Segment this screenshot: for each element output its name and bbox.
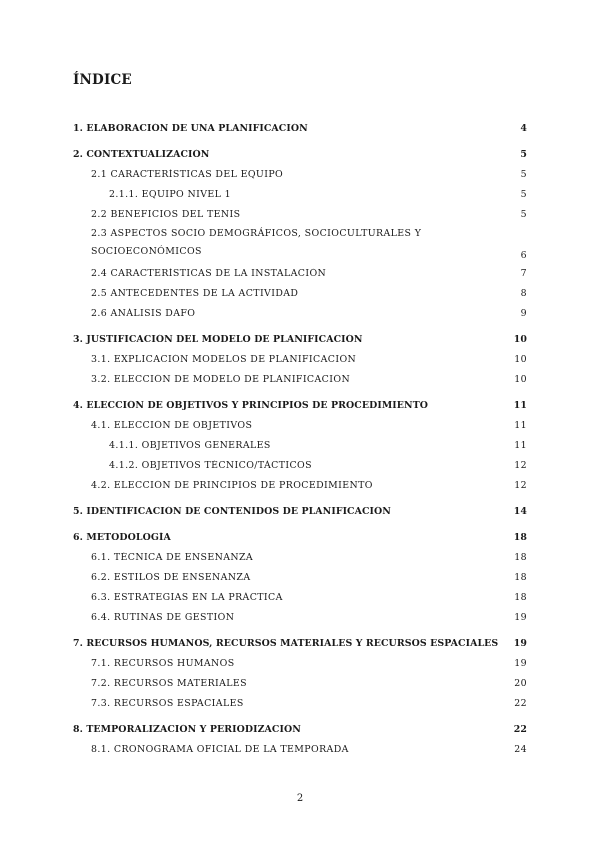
toc-subsection-entry[interactable] — [73, 184, 527, 204]
toc-entry-label: 7.1. RECURSOS HUMANOS — [91, 657, 235, 669]
toc-subsection-entry[interactable] — [73, 607, 527, 627]
toc-subsection-entry[interactable] — [73, 349, 527, 369]
toc-entry-label: 8.1. CRONOGRAMA OFICIAL DE LA TEMPORADA — [91, 743, 349, 755]
toc-entry-label: 1. ELABORACIÓN DE UNA PLANIFICACIÓN — [73, 122, 308, 134]
toc-entry-page-number: 11 — [513, 399, 527, 411]
toc-subsection-entry[interactable] — [73, 224, 527, 263]
toc-entry-label: 4.1. ELECCIÓN DE OBJETIVOS — [91, 419, 253, 431]
toc-entry-label: 2. CONTEXTUALIZACIÓN — [73, 148, 210, 160]
toc-entry-label: 7. RECURSOS HUMANOS, RECURSOS MATERIALES Y RECURSOS ESPACIALES — [73, 637, 499, 649]
toc-subsection-entry[interactable] — [73, 415, 527, 435]
toc-entry-label: 3. JUSTIFICACIÓN DEL MODELO DE PLANIFICACIÓN — [73, 333, 363, 345]
toc-entry-label: 4.2. ELECCIÓN DE PRINCIPIOS DE PROCEDIMIENTO — [91, 479, 373, 491]
toc-entry-page-number: 19 — [513, 637, 527, 649]
toc-entry-page-number: 8 — [520, 287, 527, 299]
toc-entry-label: 2.5 ANTECEDENTES DE LA ACTIVIDAD — [91, 287, 299, 299]
toc-section-entry[interactable] — [73, 527, 527, 547]
toc-subsection-entry[interactable] — [73, 567, 527, 587]
toc-entry-page-number: 19 — [514, 657, 527, 669]
toc-entry-label: 2.1 CARACTERÍSTICAS DEL EQUIPO — [91, 168, 284, 180]
toc-entry-label: 3.1. EXPLICACIÓN MODELOS DE PLANIFICACIÓN — [91, 353, 357, 365]
toc-entry-page-number: 18 — [514, 571, 527, 583]
toc-entry-page-number: 11 — [514, 439, 527, 451]
toc-entry-page-number: 22 — [513, 723, 527, 735]
toc-entry-label: 2.1.1. EQUIPO NIVEL 1 — [109, 188, 232, 200]
toc-entry-label: 6. METODOLOGÍA — [73, 531, 171, 543]
toc-entry-label: 2.6 ANÁLISIS DAFO — [91, 307, 196, 319]
toc-subsection-entry[interactable] — [73, 455, 527, 475]
toc-entry-page-number: 18 — [513, 531, 527, 543]
toc-entry-label: 6.2. ESTILOS DE ENSEÑANZA — [91, 571, 251, 583]
toc-entry-page-number: 9 — [520, 307, 527, 319]
toc-entry-label: 7.3. RECURSOS ESPACIALES — [91, 697, 244, 709]
toc-entry-page-number: 20 — [514, 677, 527, 689]
toc-subsection-entry[interactable] — [73, 204, 527, 224]
toc-section-entry[interactable] — [73, 118, 527, 138]
toc-entry-page-number: 18 — [514, 551, 527, 563]
toc-entry-label: 3.2. ELECCIÓN DE MODELO DE PLANIFICACIÓN — [91, 373, 351, 385]
toc-subsection-entry[interactable] — [73, 369, 527, 389]
toc-entry-page-number: 4 — [520, 122, 527, 134]
toc-entry-page-number: 12 — [514, 459, 527, 471]
toc-subsection-entry[interactable] — [73, 547, 527, 567]
toc-entry-page-number: 5 — [520, 168, 527, 180]
toc-subsection-entry[interactable] — [73, 283, 527, 303]
toc-subsection-entry[interactable] — [73, 475, 527, 495]
toc-entry-label: 2.4 CARACTERÍSTICAS DE LA INSTALACIÓN — [91, 267, 327, 279]
toc-subsection-entry[interactable] — [73, 673, 527, 693]
toc-entry-label: 6.4. RUTINAS DE GESTIÓN — [91, 611, 235, 623]
toc-entry-page-number: 10 — [514, 373, 527, 385]
toc-subsection-entry[interactable] — [73, 693, 527, 713]
toc-section-entry[interactable] — [73, 144, 527, 164]
toc-entry-label: 8. TEMPORALIZACIÓN Y PERIODIZACIÓN — [73, 723, 301, 735]
toc-subsection-entry[interactable] — [73, 739, 527, 759]
toc-entry-label: 4. ELECCIÓN DE OBJETIVOS Y PRINCIPIOS DE PROCEDIMIENTO — [73, 399, 429, 411]
toc-entry-page-number: 22 — [514, 697, 527, 709]
toc-entry-page-number: 7 — [520, 267, 527, 279]
toc-section-entry[interactable] — [73, 395, 527, 415]
toc-section-entry[interactable] — [73, 329, 527, 349]
toc-entry-label: 2.2 BENEFICIOS DEL TENIS — [91, 208, 241, 220]
toc-entry-page-number: 19 — [514, 611, 527, 623]
toc-subsection-entry[interactable] — [73, 164, 527, 184]
toc-entry-page-number: 5 — [520, 188, 527, 200]
toc-entry-page-number: 14 — [513, 505, 527, 517]
toc-entry-page-number: 11 — [514, 419, 527, 431]
toc-entry-label: 6.1. TÉCNICA DE ENSEÑANZA — [91, 551, 254, 563]
toc-subsection-entry[interactable] — [73, 303, 527, 323]
toc-entry-page-number: 10 — [514, 353, 527, 365]
toc-subsection-entry[interactable] — [73, 587, 527, 607]
toc-entry-page-number: 18 — [514, 591, 527, 603]
toc-subsection-entry[interactable] — [73, 653, 527, 673]
toc-entry-page-number: 10 — [513, 333, 527, 345]
toc-entry-label: 7.2. RECURSOS MATERIALES — [91, 677, 247, 689]
page-title: ÍNDICE — [73, 72, 132, 88]
page-number: 2 — [296, 793, 304, 804]
toc-entry-page-number: 6 — [520, 250, 527, 261]
toc-entry-label: 2.3 ASPECTOS SOCIO DEMOGRÁFICOS, SOCIOCULTURALES Y SOCIOECONÓMICOS — [91, 228, 422, 257]
toc-entry-label: 5. IDENTIFICACIÓN DE CONTENIDOS DE PLANIFICACIÓN — [73, 505, 391, 517]
toc-subsection-entry[interactable] — [73, 263, 527, 283]
toc-entry-label: 4.1.2. OBJETIVOS TÉCNICO/TÁCTICOS — [109, 459, 312, 471]
toc-subsection-entry[interactable] — [73, 435, 527, 455]
toc-section-entry[interactable] — [73, 501, 527, 521]
toc-entry-label: 6.3. ESTRATEGIAS EN LA PRÁCTICA — [91, 591, 283, 603]
table-of-contents — [73, 118, 527, 759]
toc-section-entry[interactable] — [73, 633, 527, 653]
toc-entry-page-number: 5 — [520, 148, 527, 160]
toc-section-entry[interactable] — [73, 719, 527, 739]
toc-entry-page-number: 5 — [520, 208, 527, 220]
toc-entry-label: 4.1.1. OBJETIVOS GENERALES — [109, 439, 271, 451]
toc-entry-page-number: 24 — [514, 743, 527, 755]
toc-entry-page-number: 12 — [514, 479, 527, 491]
